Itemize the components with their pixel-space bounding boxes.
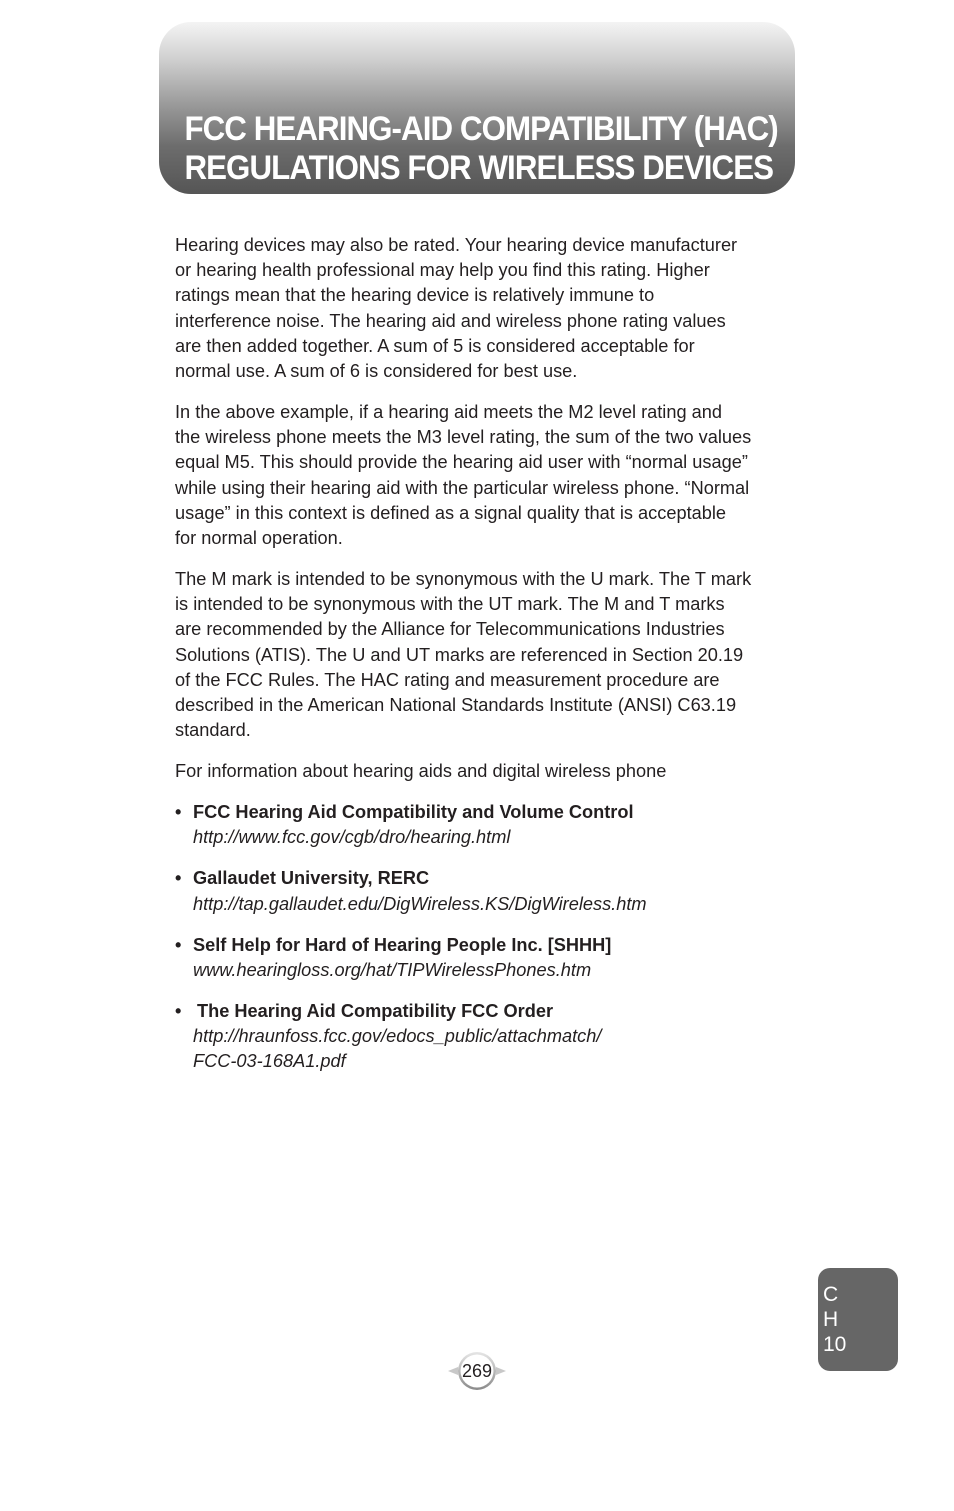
page-number-badge (446, 1350, 508, 1392)
title-banner (159, 22, 795, 194)
resource-link[interactable]: http://tap.gallaudet.edu/DigWireless.KS/DigWireless.htm (193, 893, 647, 914)
resource-list (175, 800, 805, 1074)
bullet-icon: • (175, 1000, 182, 1021)
resource-title: FCC Hearing Aid Compatibility and Volume Control (193, 802, 634, 823)
page-title-line-2: REGULATIONS FOR WIRELESS DEVICES (184, 149, 774, 187)
resource-item-fcc-hac (175, 800, 805, 850)
resource-title: Self Help for Hard of Hearing People Inc. [SHHH] (193, 934, 612, 955)
bullet-icon: • (175, 802, 182, 823)
resource-item-shhh (175, 933, 805, 983)
resource-title: Gallaudet University, RERC (193, 868, 430, 889)
chapter-tab-label: C H 10 (823, 1283, 847, 1356)
bullet-icon: • (175, 934, 182, 955)
resource-link[interactable]: http://www.fcc.gov/cgb/dro/hearing.html (193, 827, 511, 848)
paragraph-example: In the above example, if a hearing aid meets the M2 level rating and the wireless phone meets the M3 level rating, the sum of the two values equal M5. This should provide the hearing aid user with “normal usage” while using their hearing aid with the particular wireless phone. “Normal usage” in this context is defined as a signal quality that is acceptable for normal operation. (175, 402, 752, 549)
bullet-icon: • (175, 868, 182, 889)
paragraph-rating: Hearing devices may also be rated. Your hearing device manufacturer or hearing health professional may help you find this rating. Higher ratings mean that the hearing device is relatively immune to interference noise. The hearing aid and wireless phone rating values are then added together. A sum of 5 is considered acceptable for normal use. A sum of 6 is considered for best use. (175, 235, 738, 382)
page-title (184, 110, 778, 188)
resource-item-gallaudet (175, 866, 805, 916)
resource-item-fcc-order (175, 999, 805, 1075)
paragraph-marks: The M mark is intended to be synonymous with the U mark. The T mark is intended to be synonymous with the UT mark. The M and T marks are recommended by the Alliance for Telecommunications Industries Solutions (ATIS). The U and UT marks are referenced in Section 20.19 of the FCC Rules. The HAC rating and measurement procedure are described in the American National Standards Institute (ANSI) C63.19 standard. (175, 569, 752, 741)
chapter-tab (818, 1268, 898, 1371)
resource-title: The Hearing Aid Compatibility FCC Order (197, 1000, 554, 1021)
body-content (175, 233, 805, 1090)
page-number: 269 (461, 1361, 493, 1381)
paragraph-info-intro: For information about hearing aids and digital wireless phone (175, 761, 667, 782)
resource-link[interactable]: http://hraunfoss.fcc.gov/edocs_public/attachmatch/ FCC-03-168A1.pdf (193, 1026, 602, 1072)
resource-link[interactable]: www.hearingloss.org/hat/TIPWirelessPhones.htm (193, 959, 592, 980)
page-title-line-1: FCC HEARING-AID COMPATIBILITY (HAC) (184, 110, 778, 148)
